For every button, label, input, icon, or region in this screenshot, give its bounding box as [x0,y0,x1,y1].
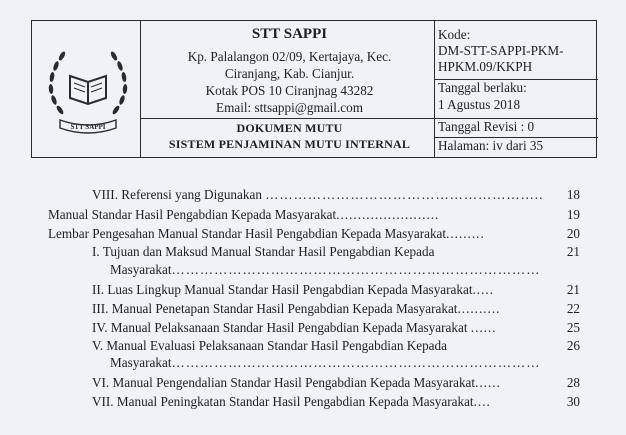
toc-entry: IV. Manual Pelaksanaan Standar Hasil Pengabdian Kepada Masyarakat ...... [92,320,497,335]
toc-entry: Manual Standar Hasil Pengabdian Kepada Masyarakat........................ [48,207,440,222]
kode-label: Kode: [438,27,471,42]
toc-page-number: 25 [566,320,580,335]
toc-entry: III. Manual Penetapan Standar Hasil Pengabdian Kepada Masyarakat.......... [92,301,501,316]
address-line-2: Ciranjang, Kab. Cianjur. [224,66,355,81]
address-line-3: Kotak POS 10 Ciranjnag 43282 [205,83,374,98]
toc-entry-continued: Masyarakat…………………………………………………………………… [110,262,541,277]
toc-entry: II. Luas Lingkup Manual Standar Hasil Pengabdian Kepada Masyarakat..... [92,282,494,297]
document-subtitle: SISTEM PENJAMINAN MUTU INTERNAL [168,137,411,151]
toc-entry: V. Manual Evaluasi Pelaksanaan Standar Hasil Pengabdian Kepada [92,338,447,353]
toc-page-number: 21 [566,282,580,297]
toc-page-number: 19 [566,207,580,222]
toc-entry: Lembar Pengesahan Manual Standar Hasil Pengabdian Kepada Masyarakat......... [48,226,485,241]
toc-page-number: 21 [566,244,580,259]
toc-page-number: 30 [566,394,580,409]
tanggal-revisi: Tanggal Revisi : 0 [438,119,535,134]
toc-page-number: 18 [566,187,580,202]
header-divider-mid [140,118,434,119]
document-title: DOKUMEN MUTU [236,121,343,135]
toc-page-number: 22 [566,301,580,316]
tanggal-berlaku-label: Tanggal berlaku: [438,80,527,95]
toc-entry: VIII. Referensi yang Digunakan ………………………………………………….. [92,187,544,202]
institution-logo-icon [42,36,134,136]
tanggal-berlaku-value: 1 Agustus 2018 [438,97,521,112]
kode-value-line-1: DM-STT-SAPPI-PKM- [438,43,564,58]
toc-entry: I. Tujuan dan Maksud Manual Standar Hasil Pengabdian Kepada [92,244,435,259]
toc-entry-continued: Masyarakat…………………………………………………………………… [110,355,541,370]
institution-name: STT SAPPI [251,26,328,42]
email-line: Email: sttsappi@gmail.com [216,100,363,115]
header-divider-1 [140,21,141,157]
toc-page-number: 28 [566,375,580,390]
logo-ribbon-text: STT SAPPI [70,123,106,131]
toc-entry: VII. Manual Peningkatan Standar Hasil Pengabdian Kepada Masyarakat.... [92,394,491,409]
toc-entry: VI. Manual Pengendalian Standar Hasil Pengabdian Kepada Masyarakat...... [92,375,501,390]
kode-value-line-2: HPKM.09/KKPH [438,59,533,74]
toc-page-number: 26 [566,338,580,353]
halaman: Halaman: iv dari 35 [438,138,544,153]
toc-page-number: 20 [566,226,580,241]
address-line-1: Kp. Palalangon 02/09, Kertajaya, Kec. [187,49,392,64]
